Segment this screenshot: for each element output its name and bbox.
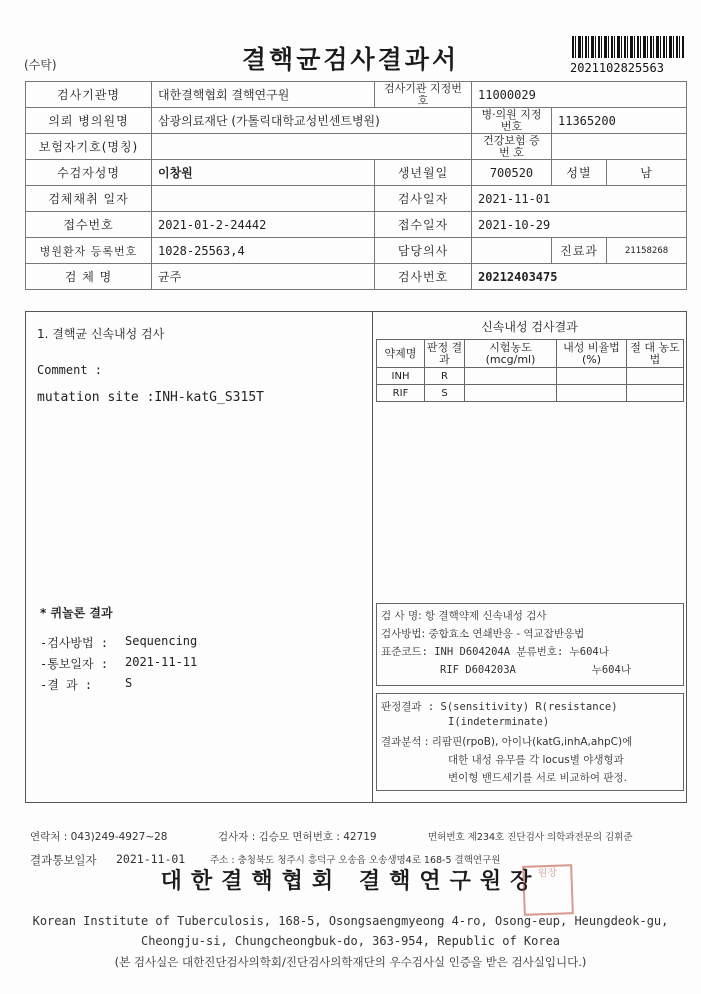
institution-label: 검사기관명 — [26, 82, 152, 108]
health-ins-value — [552, 134, 687, 160]
standard-code-line: 표준코드: INH D604204A 분류번호: 누604나 — [381, 646, 609, 658]
notice-date-label: 결과통보일자 — [30, 853, 97, 867]
test-heading: 1. 결핵균 신속내성 검사 — [37, 327, 165, 341]
comment-label: Comment : — [37, 363, 103, 377]
receipt-no-label: 접수번호 — [26, 212, 152, 238]
standard-code-line-2: RIF D604203A 누604나 — [440, 664, 631, 676]
patient-name-value: 이창원 — [152, 160, 375, 186]
dept-value: 21158268 — [607, 238, 687, 264]
doctor-label: 담당의사 — [375, 238, 472, 264]
interpretation-line: 판정결과 : S(sensitivity) R(resistance) — [381, 701, 618, 713]
license-text: 면허번호 제234호 진단검사 의학과전문의 김휘준 — [428, 832, 633, 843]
table-cell — [627, 368, 684, 385]
table-row — [26, 160, 687, 186]
table-cell — [557, 385, 627, 402]
dept-label: 진료과 — [552, 238, 607, 264]
table-row — [26, 134, 687, 160]
receipt-no-value: 2021-01-2-24442 — [152, 212, 375, 238]
seal-text: 원장 — [537, 867, 558, 880]
doctor-value — [472, 238, 552, 264]
document-title: 결핵균검사결과서 — [241, 45, 460, 74]
table-row — [26, 212, 687, 238]
sex-value: 남 — [607, 160, 687, 186]
receipt-date-label: 접수일자 — [375, 212, 472, 238]
birth-value: 700520 — [472, 160, 552, 186]
notice-date-value: 2021-11-11 — [125, 655, 198, 669]
table-row — [26, 108, 687, 134]
address-text: 주소 : 충청북도 청주시 흥덕구 오송읍 오송생명4로 168-5 결핵연구원 — [210, 855, 501, 866]
collect-date-value — [152, 186, 375, 212]
table-row — [26, 186, 687, 212]
table-cell: INH — [377, 368, 425, 385]
analysis-line-2: 대한 내성 유무를 각 locus별 야생형과 — [448, 754, 624, 766]
table-cell: R — [425, 368, 465, 385]
mutation-site: mutation site :INH-katG_S315T — [37, 390, 264, 405]
barcode-number: 2021102825563 — [570, 61, 664, 75]
analysis-line: 결과분석 : 리팜핀(rpoB), 아이나(katG,inhA,ahpC)에 — [381, 736, 633, 748]
results-title: 신속내성 검사결과 — [481, 320, 578, 334]
official-seal — [522, 864, 574, 916]
col-header-drug: 약제명 — [377, 340, 425, 368]
insured-value — [152, 134, 472, 160]
health-ins-label: 건강보험 증 번 호 — [472, 134, 552, 160]
insured-label: 보험자기호(명칭) — [26, 134, 152, 160]
birth-label: 생년월일 — [375, 160, 472, 186]
patient-info-table — [25, 81, 687, 290]
table-row — [377, 368, 684, 385]
barcode — [572, 36, 684, 58]
col-header-proportion: 내성 비율법(%) — [557, 340, 627, 368]
issuer-name: 대한결핵협회 결핵연구원장 — [160, 868, 541, 894]
col-header-absolute: 절 대 농도법 — [627, 340, 684, 368]
inst-code-value: 11000029 — [472, 82, 687, 108]
table-cell: RIF — [377, 385, 425, 402]
hospital-label: 의뢰 병의원명 — [26, 108, 152, 134]
section-divider — [372, 311, 373, 802]
interpretation-line-2: I(indeterminate) — [448, 716, 550, 728]
table-cell — [465, 385, 557, 402]
result-label: -결 과 : — [40, 678, 93, 692]
specimen-label: 검 체 명 — [26, 264, 152, 290]
test-no-label: 검사번호 — [375, 264, 472, 290]
test-method-line: 검사방법: 중합효소 연쇄반응 - 역교잡반응법 — [381, 628, 585, 640]
inst-code-label: 검사기관 지정번호 — [375, 82, 472, 108]
sex-label: 성별 — [552, 160, 607, 186]
test-no-value: 20212403475 — [472, 264, 687, 290]
hosp-code-label: 병·의원 지정번호 — [472, 108, 552, 134]
analysis-line-3: 변이형 밴드세기를 서로 비교하여 판정. — [448, 772, 627, 784]
certification-note: (본 검사실은 대한진단검사의학회/진단검사의학재단의 우수검사실 인증을 받은 검사실입니다.) — [114, 955, 587, 969]
english-address-2: Cheongju-si, Chungcheongbuk-do, 363-954, Republic of Korea — [140, 934, 561, 948]
table-cell — [465, 368, 557, 385]
collect-date-label: 검체채취 일자 — [26, 186, 152, 212]
quinolone-title: * 퀴놀론 결과 — [40, 606, 113, 620]
english-address-1: Korean Institute of Tuberculosis, 168-5, Osongsaengmyeong 4-ro, Osong-eup, Heungdeok-gu, — [32, 914, 669, 928]
tester-text: 검사자 : 김승모 면허번호 : 42719 — [218, 831, 377, 843]
table-cell — [557, 368, 627, 385]
reg-no-value: 1028-25563,4 — [152, 238, 375, 264]
reg-no-label: 병원환자 등록번호 — [26, 238, 152, 264]
hospital-value: 삼광의료재단 (가톨릭대학교성빈센트병원) — [152, 108, 472, 134]
table-row — [26, 82, 687, 108]
patient-name-label: 수검자성명 — [26, 160, 152, 186]
table-row — [377, 385, 684, 402]
institution-value: 대한결핵협회 결핵연구원 — [152, 82, 375, 108]
specimen-value: 균주 — [152, 264, 375, 290]
table-cell — [627, 385, 684, 402]
consign-label: (수탁) — [24, 58, 57, 72]
result-value: S — [125, 676, 133, 690]
table-row — [26, 264, 687, 290]
test-name-line: 검 사 명: 항 결핵약제 신속내성 검사 — [381, 610, 547, 622]
receipt-date-value: 2021-10-29 — [472, 212, 687, 238]
notice-date: 2021-11-01 — [116, 852, 186, 866]
table-row — [26, 238, 687, 264]
test-date-label: 검사일자 — [375, 186, 472, 212]
table-header-row — [377, 340, 684, 368]
notice-date-label: -통보일자 : — [40, 657, 109, 671]
contact-text: 연락처 : 043)249-4927~28 — [30, 831, 168, 843]
hosp-code-value: 11365200 — [552, 108, 687, 134]
col-header-result: 판정 결과 — [425, 340, 465, 368]
table-cell: S — [425, 385, 465, 402]
test-date-value: 2021-11-01 — [472, 186, 687, 212]
col-header-concentration: 시험농도 (mcg/ml) — [465, 340, 557, 368]
method-label: -검사방법 : — [40, 636, 109, 650]
susceptibility-table — [376, 339, 684, 402]
method-value: Sequencing — [125, 634, 198, 648]
